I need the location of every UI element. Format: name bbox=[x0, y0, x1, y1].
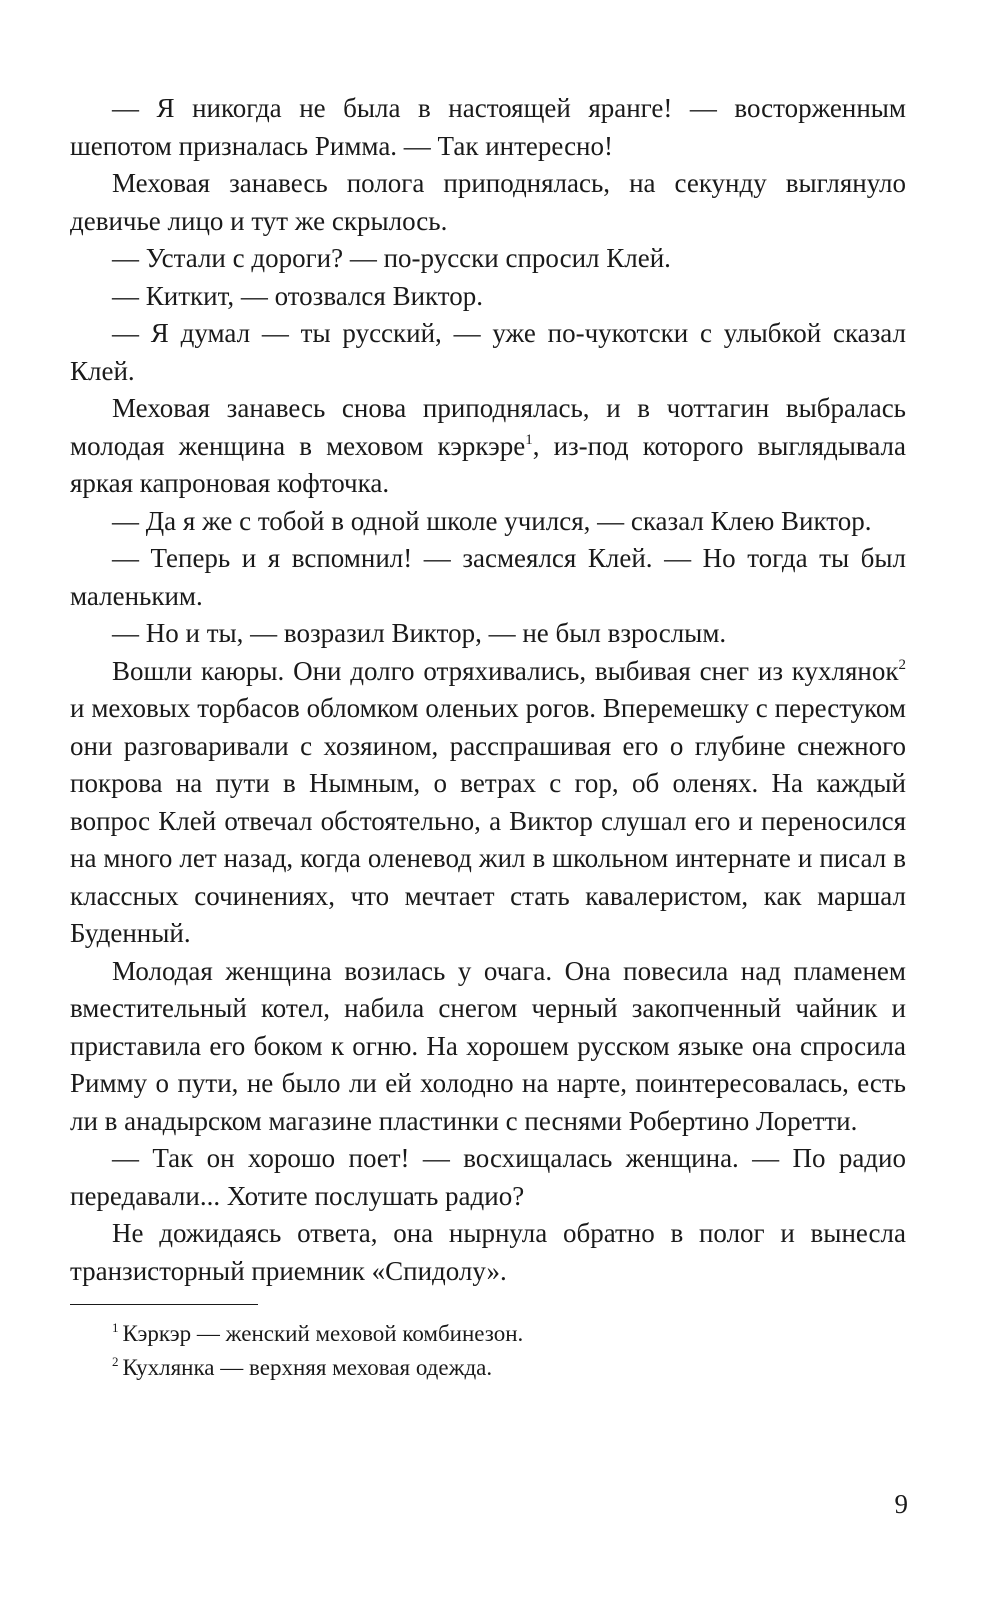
paragraph-9: — Но и ты, — возразил Виктор, — не был взрослым. bbox=[112, 618, 727, 648]
footnote-divider bbox=[70, 1304, 258, 1305]
paragraph-4: — Киткит, — отозвался Виктор. bbox=[112, 280, 483, 311]
paragraph-3: — Устали с дороги? — по-русски спросил Клей. bbox=[112, 243, 671, 273]
page-body bbox=[70, 90, 906, 1385]
paragraph-5: — Я думал — ты русский, — уже по-чукотски с улыбкой сказал Клей. bbox=[70, 318, 906, 386]
paragraph-10-text-b: и меховых торбасов обломком оленьих рогов. Вперемешку с перестуком они разговаривали с хозяином, расспрашивая его о глубине снежного покрова на пути в Нымным, о ветрах с гор, об оленях. На каждый вопрос Клей отвечал обстоятельно, а Виктор слушал его и переносился на много лет назад, когда оленевод жил в школьном интернате и писал в классных сочинениях, что мечтает стать кавалеристом, как маршал Буденный. bbox=[70, 693, 906, 948]
footnote-marker-2: 2 bbox=[112, 1354, 119, 1369]
paragraph-13: Не дожидаясь ответа, она нырнула обратно в полог и вынесла транзисторный приемник «Спидолу». bbox=[70, 1218, 906, 1286]
paragraph-11: Молодая женщина возилась у очага. Она повесила над пламенем вместительный котел, набила снегом черный закопченный чайник и приставила его боком к огню. На хорошем русском языке она спросила Римму о пути, не было ли ей холодно на нарте, поинтересовалась, есть ли в анадырском магазине пластинки с песнями Робертино Лоретти. bbox=[70, 955, 906, 1136]
paragraph-10 bbox=[70, 653, 906, 953]
paragraph-7: — Да я же с тобой в одной школе учился, — сказал Клею Виктор. bbox=[112, 505, 872, 536]
footnotes bbox=[70, 1317, 906, 1385]
footnote-ref-2: 2 bbox=[898, 656, 906, 673]
footnote-ref-1: 1 bbox=[525, 431, 533, 448]
footnote-text-2: Кухлянка — верхняя меховая одежда. bbox=[122, 1355, 493, 1380]
paragraph-2: Меховая занавесь полога приподнялась, на секунду выглянуло девичье лицо и тут же скрылось. bbox=[70, 168, 906, 236]
footnote-2 bbox=[70, 1351, 906, 1385]
paragraph-6 bbox=[70, 390, 906, 503]
paragraph-6-text-b: , из-под которого выглядывала яркая капроновая кофточка. bbox=[70, 430, 906, 498]
page-number: 9 bbox=[894, 1489, 908, 1519]
paragraph-6-text-a: Меховая занавесь снова приподнялась, и в чоттагин выбралась молодая женщина в меховом кэркэре bbox=[70, 393, 906, 461]
footnote-text-1: Кэркэр — женский меховой комбинезон. bbox=[122, 1321, 524, 1346]
paragraph-1: — Я никогда не была в настоящей яранге! — восторженным шепотом призналась Римма. — Так интересно! bbox=[70, 93, 906, 161]
paragraph-12: — Так он хорошо поет! — восхищалась женщина. — По радио передавали... Хотите послушать радио? bbox=[70, 1143, 906, 1211]
paragraph-8: — Теперь и я вспомнил! — засмеялся Клей. — Но тогда ты был маленьким. bbox=[70, 543, 906, 611]
paragraph-10-text-a: Вошли каюры. Они долго отряхивались, выбивая снег из кухлянок bbox=[112, 655, 899, 686]
footnote-marker-1: 1 bbox=[112, 1320, 119, 1335]
footnote-1 bbox=[70, 1317, 906, 1351]
